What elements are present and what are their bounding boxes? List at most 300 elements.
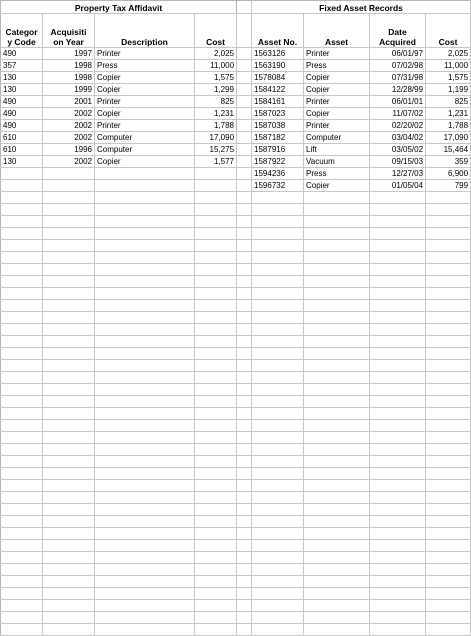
empty-cell[interactable] (304, 276, 370, 288)
empty-cell[interactable] (237, 240, 252, 252)
acquisition-year-cell[interactable]: 1997 (43, 48, 95, 60)
empty-cell[interactable] (304, 444, 370, 456)
empty-cell[interactable] (237, 288, 252, 300)
description-cell[interactable]: Copier (95, 108, 195, 120)
empty-cell[interactable] (95, 216, 195, 228)
empty-cell[interactable] (252, 408, 304, 420)
empty-cell[interactable] (252, 444, 304, 456)
acquisition-year-cell[interactable]: 1998 (43, 72, 95, 84)
asset-cell[interactable]: Copier (304, 84, 370, 96)
empty-cell[interactable] (95, 180, 195, 192)
empty-cell[interactable] (370, 456, 426, 468)
empty-cell[interactable] (304, 192, 370, 204)
empty-cell[interactable] (237, 624, 252, 636)
empty-cell[interactable] (237, 444, 252, 456)
empty-cell[interactable] (237, 348, 252, 360)
asset-cost-cell[interactable]: 825 (426, 96, 471, 108)
empty-cell[interactable] (43, 516, 95, 528)
description-cell[interactable]: Copier (95, 156, 195, 168)
empty-cell[interactable] (426, 324, 471, 336)
asset-cell[interactable]: Printer (304, 48, 370, 60)
empty-cell[interactable] (237, 84, 252, 96)
empty-cell[interactable] (43, 456, 95, 468)
empty-cell[interactable] (1, 480, 43, 492)
empty-cell[interactable] (1, 408, 43, 420)
empty-cell[interactable] (195, 408, 237, 420)
empty-cell[interactable] (195, 588, 237, 600)
empty-cell[interactable] (43, 168, 95, 180)
description-cell[interactable]: Copier (95, 72, 195, 84)
asset-no-cell[interactable]: 1578084 (252, 72, 304, 84)
empty-cell[interactable] (195, 168, 237, 180)
empty-cell[interactable] (304, 252, 370, 264)
empty-cell[interactable] (304, 336, 370, 348)
asset-cost-cell[interactable]: 11,000 (426, 60, 471, 72)
empty-cell[interactable] (304, 576, 370, 588)
category-code-cell[interactable]: 130 (1, 72, 43, 84)
empty-cell[interactable] (237, 72, 252, 84)
empty-cell[interactable] (237, 480, 252, 492)
empty-cell[interactable] (195, 204, 237, 216)
empty-cell[interactable] (370, 312, 426, 324)
cost-cell[interactable]: 17,090 (195, 132, 237, 144)
empty-cell[interactable] (195, 612, 237, 624)
empty-cell[interactable] (304, 348, 370, 360)
empty-cell[interactable] (426, 396, 471, 408)
cost-cell[interactable]: 1,231 (195, 108, 237, 120)
empty-cell[interactable] (1, 288, 43, 300)
empty-cell[interactable] (237, 228, 252, 240)
asset-no-cell[interactable]: 1584122 (252, 84, 304, 96)
empty-cell[interactable] (237, 420, 252, 432)
empty-cell[interactable] (426, 372, 471, 384)
empty-cell[interactable] (43, 336, 95, 348)
asset-no-cell[interactable]: 1584161 (252, 96, 304, 108)
description-cell[interactable]: Printer (95, 120, 195, 132)
empty-cell[interactable] (195, 336, 237, 348)
empty-cell[interactable] (1, 420, 43, 432)
acquisition-year-cell[interactable]: 2002 (43, 132, 95, 144)
asset-cost-cell[interactable]: 15,464 (426, 144, 471, 156)
empty-cell[interactable] (304, 528, 370, 540)
empty-cell[interactable] (426, 588, 471, 600)
empty-cell[interactable] (237, 48, 252, 60)
empty-cell[interactable] (195, 600, 237, 612)
empty-cell[interactable] (95, 264, 195, 276)
empty-cell[interactable] (95, 408, 195, 420)
empty-cell[interactable] (95, 228, 195, 240)
asset-no-cell[interactable]: 1587023 (252, 108, 304, 120)
empty-cell[interactable] (1, 576, 43, 588)
empty-cell[interactable] (43, 204, 95, 216)
category-code-cell[interactable]: 610 (1, 144, 43, 156)
empty-cell[interactable] (370, 216, 426, 228)
category-code-cell[interactable]: 490 (1, 120, 43, 132)
cost-cell[interactable]: 1,299 (195, 84, 237, 96)
empty-cell[interactable] (95, 420, 195, 432)
empty-cell[interactable] (1, 432, 43, 444)
date-acquired-cell[interactable]: 07/02/98 (370, 60, 426, 72)
empty-cell[interactable] (195, 504, 237, 516)
empty-cell[interactable] (370, 600, 426, 612)
empty-cell[interactable] (1, 528, 43, 540)
empty-cell[interactable] (237, 324, 252, 336)
empty-cell[interactable] (252, 516, 304, 528)
empty-cell[interactable] (195, 432, 237, 444)
header-cost-right[interactable]: Cost (426, 14, 471, 48)
empty-cell[interactable] (370, 324, 426, 336)
empty-cell[interactable] (95, 168, 195, 180)
empty-cell[interactable] (370, 288, 426, 300)
asset-cell[interactable]: Printer (304, 120, 370, 132)
empty-cell[interactable] (95, 204, 195, 216)
empty-cell[interactable] (304, 456, 370, 468)
empty-cell[interactable] (43, 276, 95, 288)
empty-cell[interactable] (237, 108, 252, 120)
empty-cell[interactable] (304, 384, 370, 396)
empty-cell[interactable] (252, 396, 304, 408)
empty-cell[interactable] (304, 264, 370, 276)
empty-cell[interactable] (43, 468, 95, 480)
empty-cell[interactable] (370, 300, 426, 312)
empty-cell[interactable] (304, 408, 370, 420)
empty-cell[interactable] (1, 624, 43, 636)
empty-cell[interactable] (370, 336, 426, 348)
empty-cell[interactable] (370, 552, 426, 564)
date-acquired-cell[interactable]: 01/05/04 (370, 180, 426, 192)
empty-cell[interactable] (43, 372, 95, 384)
empty-cell[interactable] (195, 216, 237, 228)
empty-cell[interactable] (370, 276, 426, 288)
asset-no-cell[interactable]: 1587922 (252, 156, 304, 168)
empty-cell[interactable] (95, 456, 195, 468)
empty-cell[interactable] (370, 420, 426, 432)
empty-cell[interactable] (237, 276, 252, 288)
empty-cell[interactable] (252, 600, 304, 612)
empty-cell[interactable] (304, 216, 370, 228)
empty-cell[interactable] (252, 432, 304, 444)
empty-cell[interactable] (195, 228, 237, 240)
empty-cell[interactable] (370, 588, 426, 600)
empty-cell[interactable] (1, 564, 43, 576)
empty-cell[interactable] (304, 432, 370, 444)
empty-cell[interactable] (95, 348, 195, 360)
empty-cell[interactable] (426, 204, 471, 216)
empty-cell[interactable] (370, 252, 426, 264)
empty-cell[interactable] (237, 516, 252, 528)
empty-cell[interactable] (95, 516, 195, 528)
empty-cell[interactable] (43, 216, 95, 228)
empty-cell[interactable] (252, 336, 304, 348)
empty-cell[interactable] (252, 540, 304, 552)
empty-cell[interactable] (95, 360, 195, 372)
empty-cell[interactable] (304, 240, 370, 252)
date-acquired-cell[interactable]: 09/15/03 (370, 156, 426, 168)
empty-cell[interactable] (43, 324, 95, 336)
empty-cell[interactable] (426, 408, 471, 420)
empty-cell[interactable] (237, 132, 252, 144)
acquisition-year-cell[interactable]: 1998 (43, 60, 95, 72)
empty-cell[interactable] (43, 600, 95, 612)
header-description[interactable]: Description (95, 14, 195, 48)
cost-cell[interactable]: 1,788 (195, 120, 237, 132)
empty-cell[interactable] (95, 192, 195, 204)
empty-cell[interactable] (43, 480, 95, 492)
empty-cell[interactable] (43, 192, 95, 204)
empty-cell[interactable] (252, 504, 304, 516)
empty-cell[interactable] (370, 576, 426, 588)
empty-cell[interactable] (195, 288, 237, 300)
empty-cell[interactable] (426, 456, 471, 468)
empty-cell[interactable] (237, 252, 252, 264)
empty-cell[interactable] (195, 324, 237, 336)
asset-cell[interactable]: Vacuum (304, 156, 370, 168)
acquisition-year-cell[interactable]: 2001 (43, 96, 95, 108)
asset-no-cell[interactable]: 1587182 (252, 132, 304, 144)
empty-cell[interactable] (304, 396, 370, 408)
empty-cell[interactable] (95, 312, 195, 324)
empty-cell[interactable] (426, 312, 471, 324)
empty-cell[interactable] (195, 624, 237, 636)
empty-cell[interactable] (1, 216, 43, 228)
empty-cell[interactable] (195, 312, 237, 324)
acquisition-year-cell[interactable]: 2002 (43, 120, 95, 132)
empty-cell[interactable] (1, 252, 43, 264)
category-code-cell[interactable]: 490 (1, 108, 43, 120)
empty-cell[interactable] (304, 420, 370, 432)
empty-cell[interactable] (95, 384, 195, 396)
empty-cell[interactable] (370, 360, 426, 372)
empty-cell[interactable] (1, 612, 43, 624)
empty-cell[interactable] (1, 204, 43, 216)
empty-cell[interactable] (304, 360, 370, 372)
empty-cell[interactable] (252, 204, 304, 216)
empty-cell[interactable] (95, 468, 195, 480)
asset-cell[interactable]: Press (304, 168, 370, 180)
empty-cell[interactable] (237, 60, 252, 72)
date-acquired-cell[interactable]: 07/31/98 (370, 72, 426, 84)
asset-cost-cell[interactable]: 1,788 (426, 120, 471, 132)
category-code-cell[interactable]: 610 (1, 132, 43, 144)
empty-cell[interactable] (43, 180, 95, 192)
property-tax-affidavit-title[interactable]: Property Tax Affidavit (1, 1, 237, 14)
empty-cell[interactable] (426, 528, 471, 540)
description-cell[interactable]: Printer (95, 96, 195, 108)
empty-cell[interactable] (304, 540, 370, 552)
empty-cell[interactable] (95, 552, 195, 564)
empty-cell[interactable] (370, 408, 426, 420)
empty-cell[interactable] (426, 216, 471, 228)
empty-cell[interactable] (95, 540, 195, 552)
empty-cell[interactable] (1, 228, 43, 240)
empty-cell[interactable] (95, 576, 195, 588)
date-acquired-cell[interactable]: 03/05/02 (370, 144, 426, 156)
empty-cell[interactable] (370, 444, 426, 456)
empty-cell[interactable] (237, 96, 252, 108)
empty-cell[interactable] (1, 384, 43, 396)
empty-cell[interactable] (95, 588, 195, 600)
empty-cell[interactable] (43, 552, 95, 564)
empty-cell[interactable] (304, 468, 370, 480)
asset-no-cell[interactable]: 1563190 (252, 60, 304, 72)
empty-cell[interactable] (43, 240, 95, 252)
empty-cell[interactable] (1, 456, 43, 468)
empty-cell[interactable] (304, 504, 370, 516)
empty-cell[interactable] (237, 264, 252, 276)
empty-cell[interactable] (252, 624, 304, 636)
empty-cell[interactable] (237, 504, 252, 516)
acquisition-year-cell[interactable]: 2002 (43, 108, 95, 120)
empty-cell[interactable] (237, 612, 252, 624)
empty-cell[interactable] (426, 348, 471, 360)
empty-cell[interactable] (1, 540, 43, 552)
empty-cell[interactable] (195, 528, 237, 540)
asset-cell[interactable]: Copier (304, 108, 370, 120)
empty-cell[interactable] (370, 480, 426, 492)
empty-cell[interactable] (426, 552, 471, 564)
empty-cell[interactable] (370, 504, 426, 516)
empty-cell[interactable] (1, 168, 43, 180)
empty-cell[interactable] (237, 14, 252, 48)
empty-cell[interactable] (237, 180, 252, 192)
empty-cell[interactable] (1, 336, 43, 348)
empty-cell[interactable] (237, 492, 252, 504)
empty-cell[interactable] (252, 264, 304, 276)
empty-cell[interactable] (95, 612, 195, 624)
empty-cell[interactable] (195, 420, 237, 432)
empty-cell[interactable] (237, 540, 252, 552)
empty-cell[interactable] (237, 156, 252, 168)
empty-cell[interactable] (195, 276, 237, 288)
empty-cell[interactable] (304, 300, 370, 312)
empty-cell[interactable] (237, 408, 252, 420)
empty-cell[interactable] (370, 372, 426, 384)
empty-cell[interactable] (370, 396, 426, 408)
empty-cell[interactable] (237, 312, 252, 324)
empty-cell[interactable] (237, 336, 252, 348)
empty-cell[interactable] (43, 588, 95, 600)
empty-cell[interactable] (237, 600, 252, 612)
empty-cell[interactable] (95, 324, 195, 336)
empty-cell[interactable] (252, 300, 304, 312)
empty-cell[interactable] (370, 516, 426, 528)
empty-cell[interactable] (1, 552, 43, 564)
empty-cell[interactable] (95, 504, 195, 516)
empty-cell[interactable] (95, 480, 195, 492)
empty-cell[interactable] (1, 468, 43, 480)
empty-cell[interactable] (370, 264, 426, 276)
empty-cell[interactable] (304, 288, 370, 300)
empty-cell[interactable] (252, 324, 304, 336)
empty-cell[interactable] (195, 552, 237, 564)
date-acquired-cell[interactable]: 12/27/03 (370, 168, 426, 180)
empty-cell[interactable] (1, 492, 43, 504)
date-acquired-cell[interactable]: 03/04/02 (370, 132, 426, 144)
empty-cell[interactable] (252, 216, 304, 228)
empty-cell[interactable] (195, 468, 237, 480)
empty-cell[interactable] (426, 600, 471, 612)
asset-no-cell[interactable]: 1587916 (252, 144, 304, 156)
empty-cell[interactable] (426, 300, 471, 312)
empty-cell[interactable] (426, 264, 471, 276)
empty-cell[interactable] (304, 228, 370, 240)
empty-cell[interactable] (95, 564, 195, 576)
empty-cell[interactable] (370, 240, 426, 252)
empty-cell[interactable] (370, 492, 426, 504)
empty-cell[interactable] (43, 252, 95, 264)
asset-cost-cell[interactable]: 799 (426, 180, 471, 192)
empty-cell[interactable] (370, 228, 426, 240)
empty-cell[interactable] (426, 252, 471, 264)
category-code-cell[interactable]: 130 (1, 84, 43, 96)
empty-cell[interactable] (195, 192, 237, 204)
empty-cell[interactable] (43, 408, 95, 420)
description-cell[interactable]: Press (95, 60, 195, 72)
empty-cell[interactable] (237, 552, 252, 564)
empty-cell[interactable] (370, 432, 426, 444)
empty-cell[interactable] (43, 288, 95, 300)
empty-cell[interactable] (304, 600, 370, 612)
asset-no-cell[interactable]: 1563126 (252, 48, 304, 60)
empty-cell[interactable] (95, 336, 195, 348)
empty-cell[interactable] (426, 612, 471, 624)
empty-cell[interactable] (252, 468, 304, 480)
empty-cell[interactable] (370, 612, 426, 624)
asset-cost-cell[interactable]: 359 (426, 156, 471, 168)
empty-cell[interactable] (195, 480, 237, 492)
empty-cell[interactable] (1, 300, 43, 312)
asset-cell[interactable]: Press (304, 60, 370, 72)
empty-cell[interactable] (426, 288, 471, 300)
empty-cell[interactable] (237, 432, 252, 444)
empty-cell[interactable] (195, 180, 237, 192)
empty-cell[interactable] (1, 240, 43, 252)
empty-cell[interactable] (426, 432, 471, 444)
empty-cell[interactable] (43, 504, 95, 516)
empty-cell[interactable] (1, 180, 43, 192)
empty-cell[interactable] (95, 240, 195, 252)
empty-cell[interactable] (43, 384, 95, 396)
empty-cell[interactable] (195, 240, 237, 252)
empty-cell[interactable] (95, 600, 195, 612)
empty-cell[interactable] (237, 588, 252, 600)
acquisition-year-cell[interactable]: 2002 (43, 156, 95, 168)
empty-cell[interactable] (426, 624, 471, 636)
empty-cell[interactable] (252, 564, 304, 576)
empty-cell[interactable] (1, 600, 43, 612)
empty-cell[interactable] (237, 360, 252, 372)
asset-cell[interactable]: Copier (304, 180, 370, 192)
empty-cell[interactable] (252, 456, 304, 468)
empty-cell[interactable] (370, 348, 426, 360)
empty-cell[interactable] (370, 624, 426, 636)
empty-cell[interactable] (252, 372, 304, 384)
empty-cell[interactable] (304, 588, 370, 600)
empty-cell[interactable] (43, 528, 95, 540)
empty-cell[interactable] (237, 396, 252, 408)
empty-cell[interactable] (1, 516, 43, 528)
empty-cell[interactable] (304, 204, 370, 216)
category-code-cell[interactable]: 130 (1, 156, 43, 168)
cost-cell[interactable]: 1,575 (195, 72, 237, 84)
empty-cell[interactable] (195, 564, 237, 576)
empty-cell[interactable] (237, 372, 252, 384)
empty-cell[interactable] (252, 492, 304, 504)
empty-cell[interactable] (1, 444, 43, 456)
description-cell[interactable]: Printer (95, 48, 195, 60)
cost-cell[interactable]: 2,025 (195, 48, 237, 60)
cost-cell[interactable]: 1,577 (195, 156, 237, 168)
